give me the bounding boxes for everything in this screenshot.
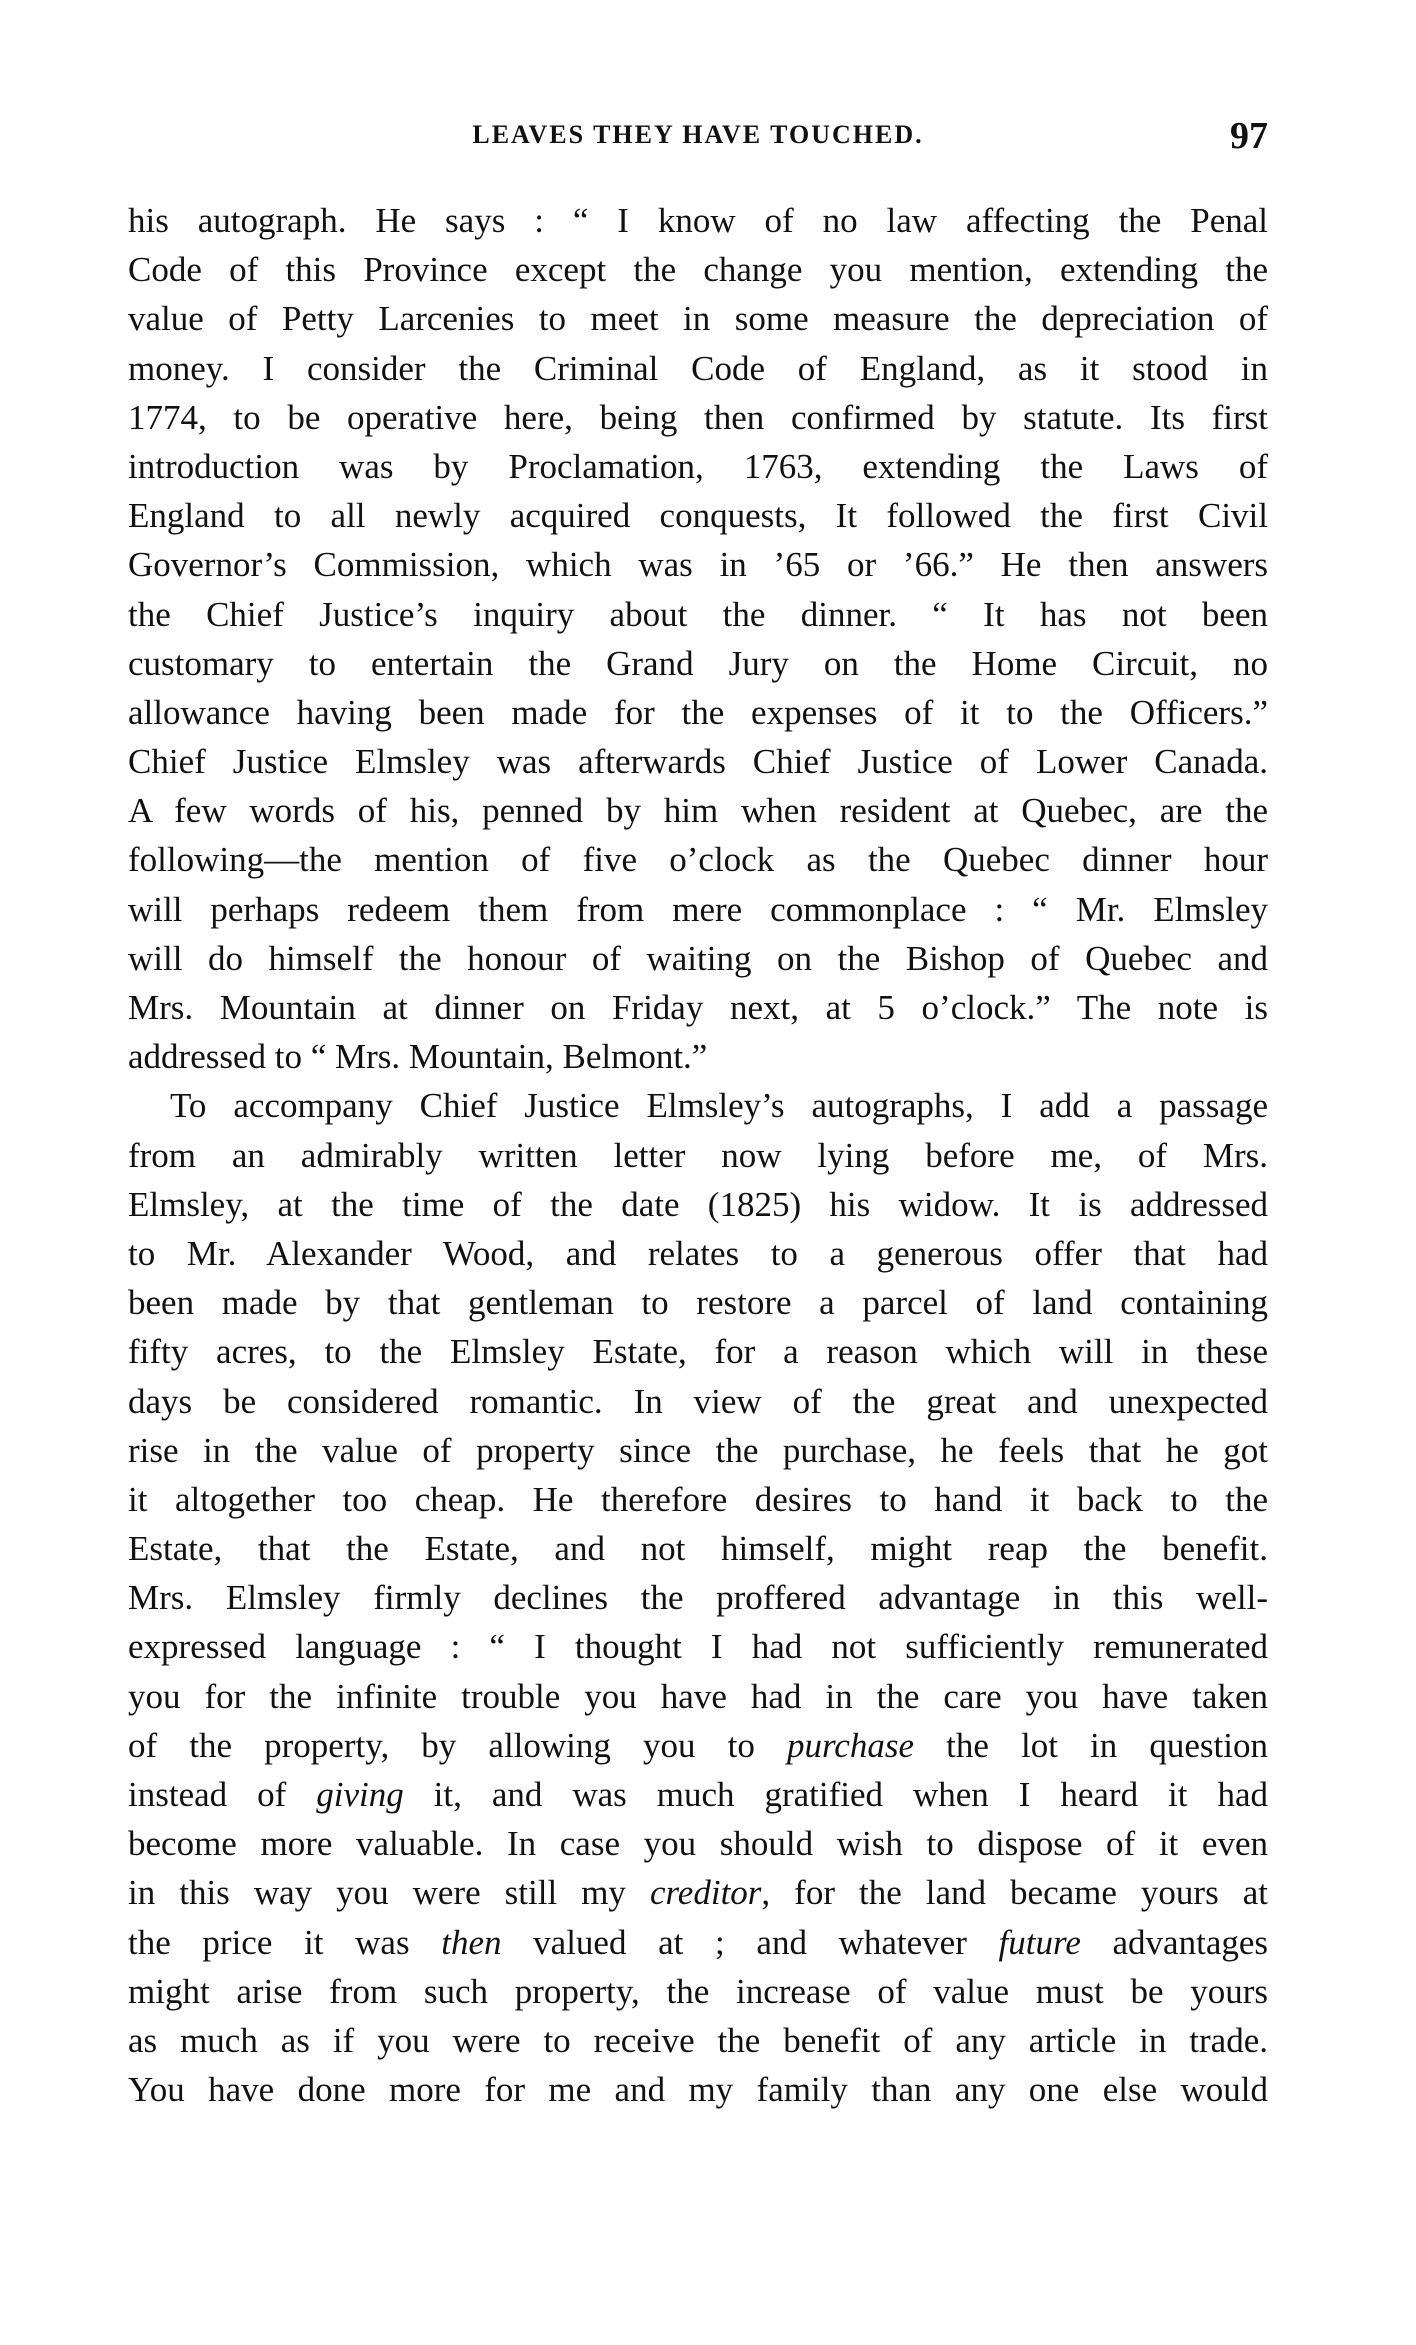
text-line: become more valuable. In case you should wish to dispose of it even [128,1824,1268,1864]
text-line: money. I consider the Criminal Code of England, as it stood in [128,348,1268,388]
text-line: you for the infinite trouble you have had in the care you have taken [128,1676,1268,1716]
text-line: will do himself the honour of waiting on the Bishop of Quebec and [128,938,1268,978]
italic-word: giving [316,1775,404,1814]
text-line: A few words of his, penned by him when resident at Quebec, are the [128,791,1268,831]
text-line: To accompany Chief Justice Elmsley’s autographs, I add a passage [170,1086,1268,1126]
italic-word: future [998,1922,1081,1962]
text-line: in this way you were still my creditor, for the land became yours at [128,1873,1268,1913]
text-line: of the property, by allowing you to purchase the lot in question [128,1725,1268,1765]
body-text [128,196,1268,2114]
text-line: it altogether too cheap. He therefore desires to hand it back to the [128,1479,1268,1519]
text-line: instead of giving it, and was much gratified when I heard it had [128,1775,1269,1814]
text-line: been made by that gentleman to restore a parcel of land containing [128,1283,1268,1323]
text-line: the Chief Justice’s inquiry about the dinner. “ It has not been [128,594,1268,634]
italic-word: creditor [649,1873,762,1913]
text-line: introduction was by Proclamation, 1763, extending the Laws of [128,446,1268,486]
text-line: as much as if you were to receive the benefit of any article in trade. [128,2020,1268,2060]
text-line: Estate, that the Estate, and not himself, might reap the benefit. [128,1529,1268,1569]
text-line: expressed language : “ I thought I had not sufficiently remunerated [128,1627,1268,1667]
text-line: Governor’s Commission, which was in ’65 or ’66.” He then answers [128,545,1268,585]
text-line: Elmsley, at the time of the date (1825) his widow. It is addressed [128,1184,1268,1224]
text-line: from an admirably written letter now lying before me, of Mrs. [128,1135,1268,1175]
text-line: his autograph. He says : “ I know of no law affecting the Penal [128,201,1268,240]
text-line: allowance having been made for the expenses of it to the Officers.” [128,692,1268,732]
text-line: England to all newly acquired conquests, It followed the first Civil [128,496,1268,536]
text-line: fifty acres, to the Elmsley Estate, for a reason which will in these [128,1332,1268,1372]
text-line: will perhaps redeem them from mere commonplace : “ Mr. Elmsley [128,889,1268,929]
text-line: Code of this Province except the change you mention, extending the [128,250,1268,290]
text-line: following—the mention of five o’clock as the Quebec dinner hour [128,840,1268,880]
text-line: 1774, to be operative here, being then confirmed by statute. Its first [128,397,1268,437]
text-line: customary to entertain the Grand Jury on the Home Circuit, no [128,643,1268,683]
text-line: Mrs. Elmsley firmly declines the proffered advantage in this well- [128,1578,1268,1618]
page-header [128,115,1268,180]
text-line: days be considered romantic. In view of the great and unexpected [128,1381,1268,1421]
text-line: addressed to “ Mrs. Mountain, Belmont.” [128,1037,708,1077]
text-line: rise in the value of property since the purchase, he feels that he got [128,1430,1268,1470]
text-line: Chief Justice Elmsley was afterwards Chief Justice of Lower Canada. [128,742,1268,782]
text-line: value of Petty Larcenies to meet in some measure the depreciation of [128,299,1268,339]
italic-word: then [441,1922,502,1962]
text-line: the price it was then valued at ; and whatever future advantages [128,1922,1269,1962]
text-line: You have done more for me and my family than any one else would [128,2070,1268,2110]
running-head: LEAVES THEY HAVE TOUCHED. [472,120,924,149]
text-line: Mrs. Mountain at dinner on Friday next, at 5 o’clock.” The note is [128,988,1268,1027]
italic-word: purchase [786,1725,914,1765]
page-number: 97 [1230,115,1268,157]
text-line: might arise from such property, the increase of value must be yours [128,1971,1268,2011]
text-line: to Mr. Alexander Wood, and relates to a generous offer that had [128,1233,1268,1273]
